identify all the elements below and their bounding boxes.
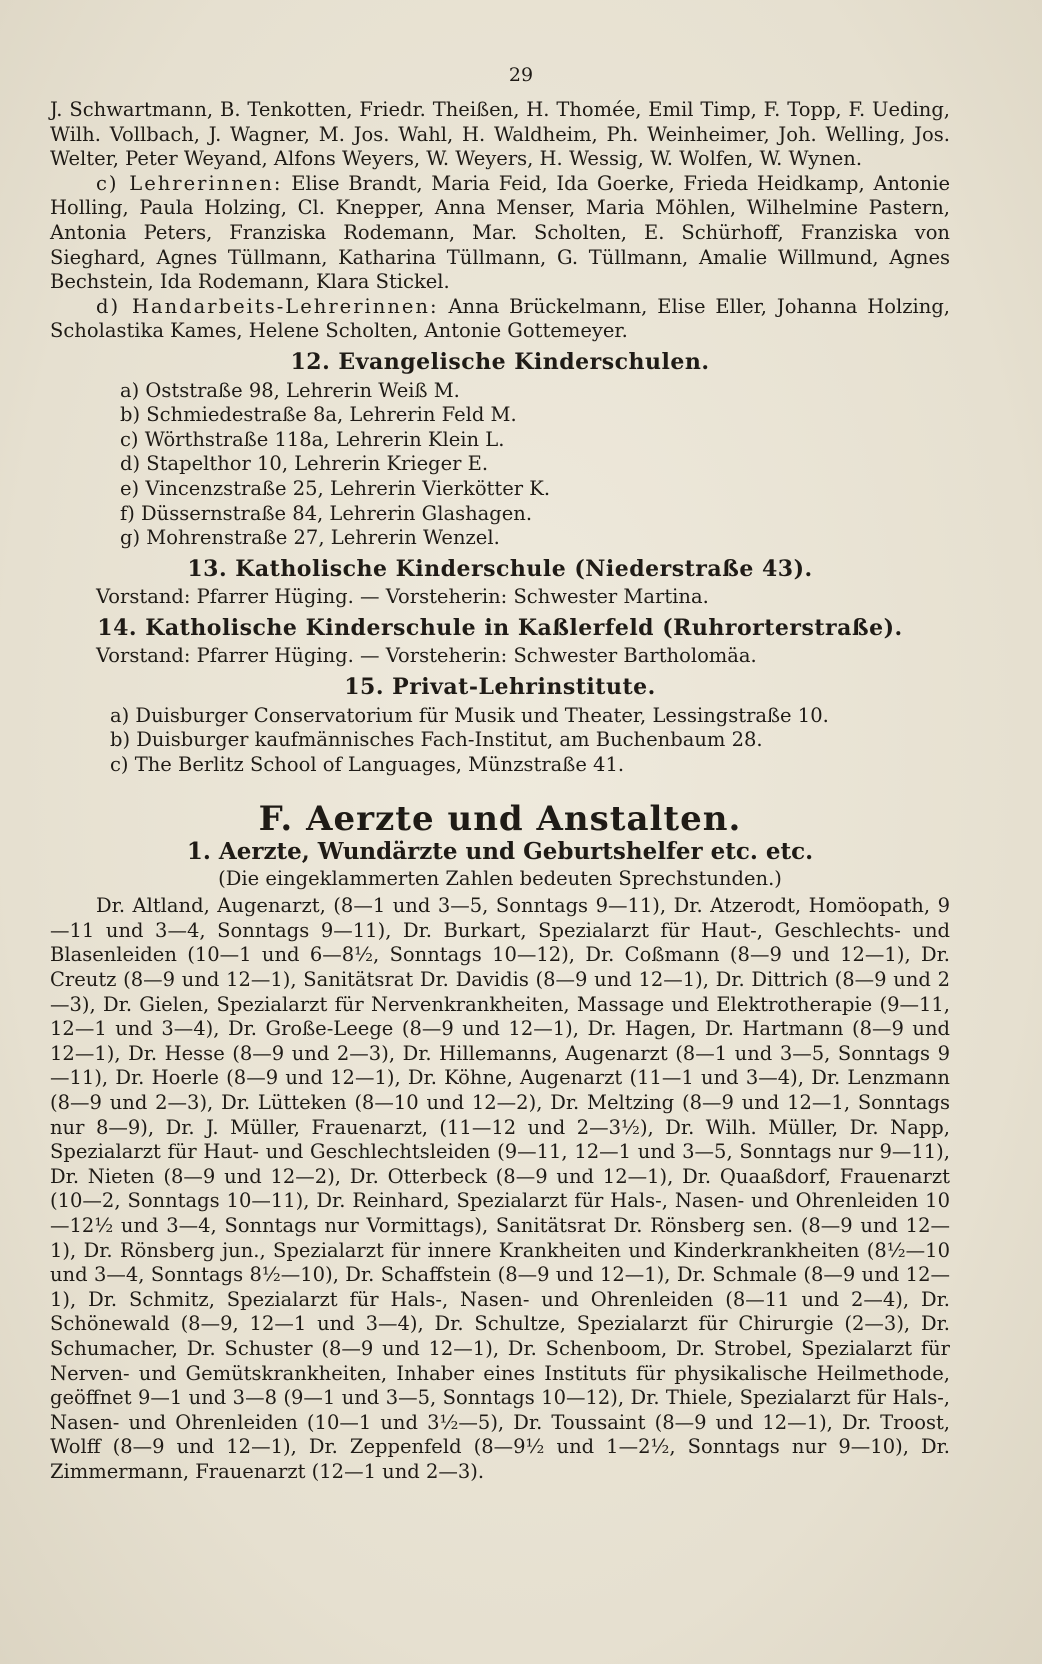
section-15-list bbox=[110, 704, 950, 778]
subsection-note: (Die eingeklammerten Zahlen bedeuten Sprechstunden.) bbox=[218, 866, 782, 890]
page-number: 29 bbox=[508, 64, 534, 86]
list-item: d) Stapelthor 10, Lehrerin Krieger E. bbox=[120, 452, 489, 476]
craft-teachers-paragraph bbox=[50, 295, 950, 344]
list-item: c) The Berlitz School of Languages, Münzstraße 41. bbox=[110, 752, 625, 776]
teachers-male-paragraph: J. Schwartmann, B. Tenkotten, Friedr. Theißen, H. Thomée, Emil Timp, F. Topp, F. Ueding, Wilh. Vollbach, J. Wagner, M. Jos. Wahl, H. Waldheim, Ph. Weinheimer, Joh. Welling, Jos. Welter, Peter Weyand, Alfons Weyers, W. Weyers, H. Wessig, W. Wolfen, W. Wynen. bbox=[50, 98, 950, 171]
craft-teachers-label: d) Handarbeits-Lehrerinnen: bbox=[96, 294, 439, 318]
section-13-line: Vorstand: Pfarrer Hüging. — Vorsteherin: Schwester Martina. bbox=[96, 585, 709, 609]
doctors-paragraph: Dr. Altland, Augenarzt, (8—1 und 3—5, Sonntags 9—11), Dr. Atzerodt, Homöopath, 9—11 und 3—4, Sonntags 9—11), Dr. Burkart, Spezialarzt für Haut-, Geschlechts- und Blasenleiden (10—1 und 6—8½, Sonntags 10—12), Dr. Coßmann (8—9 und 12—1), Dr. Creutz (8—9 und 12—1), Sanitätsrat Dr. Davidis (8—9 und 12—1), Dr. Dittrich (8—9 und 2—3), Dr. Gielen, Spezialarzt für Nervenkrankheiten, Massage und Elektrotherapie (9—11, 12—1 und 3—4), Dr. Große-Leege (8—9 und 12—1), Dr. Hagen, Dr. Hartmann (8—9 und 12—1), Dr. Hesse (8—9 und 2—3), Dr. Hillemanns, Augenarzt (8—1 und 3—5, Sonntags 9—11), Dr. Hoerle (8—9 und 12—1), Dr. Köhne, Augenarzt (11—1 und 3—4), Dr. Lenzmann (8—9 und 2—3), Dr. Lütteken (8—10 und 12—2), Dr. Meltzing (8—9 und 12—1, Sonntags nur 8—9), Dr. J. Müller, Frauenarzt, (11—12 und 2—3½), Dr. Wilh. Müller, Dr. Napp, Spezialarzt für Haut- und Geschlechtsleiden (9—11, 12—1 und 3—5, Sonntags nur 9—11), Dr. Nieten (8—9 und 12—2), Dr. Otterbeck (8—9 und 12—1), Dr. Quaaßdorf, Frauenarzt (10—2, Sonntags 10—11), Dr. Reinhard, Spezialarzt für Hals-, Nasen- und Ohrenleiden 10—12½ und 3—4, Sonntags nur Vormittags), Sanitätsrat Dr. Rönsberg sen. (8—9 und 12—1), Dr. Rönsberg jun., Spezialarzt für innere Krankheiten und Kinderkrankheiten (8½—10 und 3—4, Sonntags 8½—10), Dr. Schaffstein (8—9 und 12—1), Dr. Schmale (8—9 und 12—1), Dr. Schmitz, Spezialarzt für Hals-, Nasen- und Ohrenleiden (8—11 und 2—4), Dr. Schönewald (8—9, 12—1 und 3—4), Dr. Schultze, Spezialarzt für Chirurgie (2—3), Dr. Schumacher, Dr. Schuster (8—9 und 12—1), Dr. Schenboom, Dr. Strobel, Spezialarzt für Nerven- und Gemütskrankheiten, Inhaber eines Instituts für physikalische Heilmethode, geöffnet 9—1 und 3—8 (9—1 und 3—5, Sonntags 10—12), Dr. Thiele, Spezialarzt für Hals-, Nasen- und Ohrenleiden (10—1 und 3½—5), Dr. Toussaint (8—9 und 12—1), Dr. Troost, Wolff (8—9 und 12—1), Dr. Zeppenfeld (8—9½ und 1—2½, Sonntags nur 9—10), Dr. Zimmermann, Frauenarzt (12—1 und 2—3). bbox=[50, 894, 950, 1483]
teachers-female-paragraph bbox=[50, 172, 950, 295]
list-item: f) Düssernstraße 84, Lehrerin Glashagen. bbox=[120, 501, 533, 525]
section-14-line: Vorstand: Pfarrer Hüging. — Vorsteherin: Schwester Bartholomäa. bbox=[96, 644, 757, 668]
section-12-list bbox=[120, 379, 950, 551]
list-item: c) Wörthstraße 118a, Lehrerin Klein L. bbox=[120, 427, 505, 451]
craft-teachers-names: Anna Brückelmann, Elise Eller, Johanna Holzing, Scholastika Kames, Helene Scholten, Antonie Gottemeyer. bbox=[50, 294, 950, 343]
page-body bbox=[50, 98, 950, 1484]
teachers-female-label: c) Lehrerinnen: bbox=[96, 171, 283, 195]
chapter-heading: F. Aerzte und Anstalten. bbox=[258, 799, 742, 840]
section-14-heading: 14. Katholische Kinderschule in Kaßlerfeld (Ruhrorterstraße). bbox=[97, 614, 903, 641]
teachers-female-names: Elise Brandt, Maria Feid, Ida Goerke, Frieda Heidkamp, Antonie Holling, Paula Holzing, Cl. Knepper, Anna Menser, Maria Möhlen, Wilhelmine Pastern, Antonia Peters, Franziska Rodemann, Mar. Scholten, E. Schürhoff, Franziska von Sieghard, Agnes Tüllmann, Katharina Tüllmann, G. Tüllmann, Amalie Willmund, Agnes Bechstein, Ida Rodemann, Klara Stickel. bbox=[50, 171, 951, 294]
list-item: b) Duisburger kaufmännisches Fach-Institut, am Buchenbaum 28. bbox=[110, 728, 763, 752]
section-13-heading: 13. Katholische Kinderschule (Niederstraße 43). bbox=[187, 555, 813, 582]
list-item: a) Duisburger Conservatorium für Musik und Theater, Lessingstraße 10. bbox=[110, 703, 829, 727]
list-item: e) Vincenzstraße 25, Lehrerin Vierkötter K. bbox=[120, 476, 551, 500]
subsection-heading: 1. Aerzte, Wundärzte und Geburtshelfer etc. etc. bbox=[186, 838, 814, 866]
section-15-heading: 15. Privat-Lehrinstitute. bbox=[344, 674, 656, 701]
section-12-heading: 12. Evangelische Kinderschulen. bbox=[290, 348, 710, 375]
list-item: g) Mohrenstraße 27, Lehrerin Wenzel. bbox=[120, 526, 500, 550]
list-item: a) Oststraße 98, Lehrerin Weiß M. bbox=[120, 378, 460, 402]
list-item: b) Schmiedestraße 8a, Lehrerin Feld M. bbox=[120, 403, 517, 427]
